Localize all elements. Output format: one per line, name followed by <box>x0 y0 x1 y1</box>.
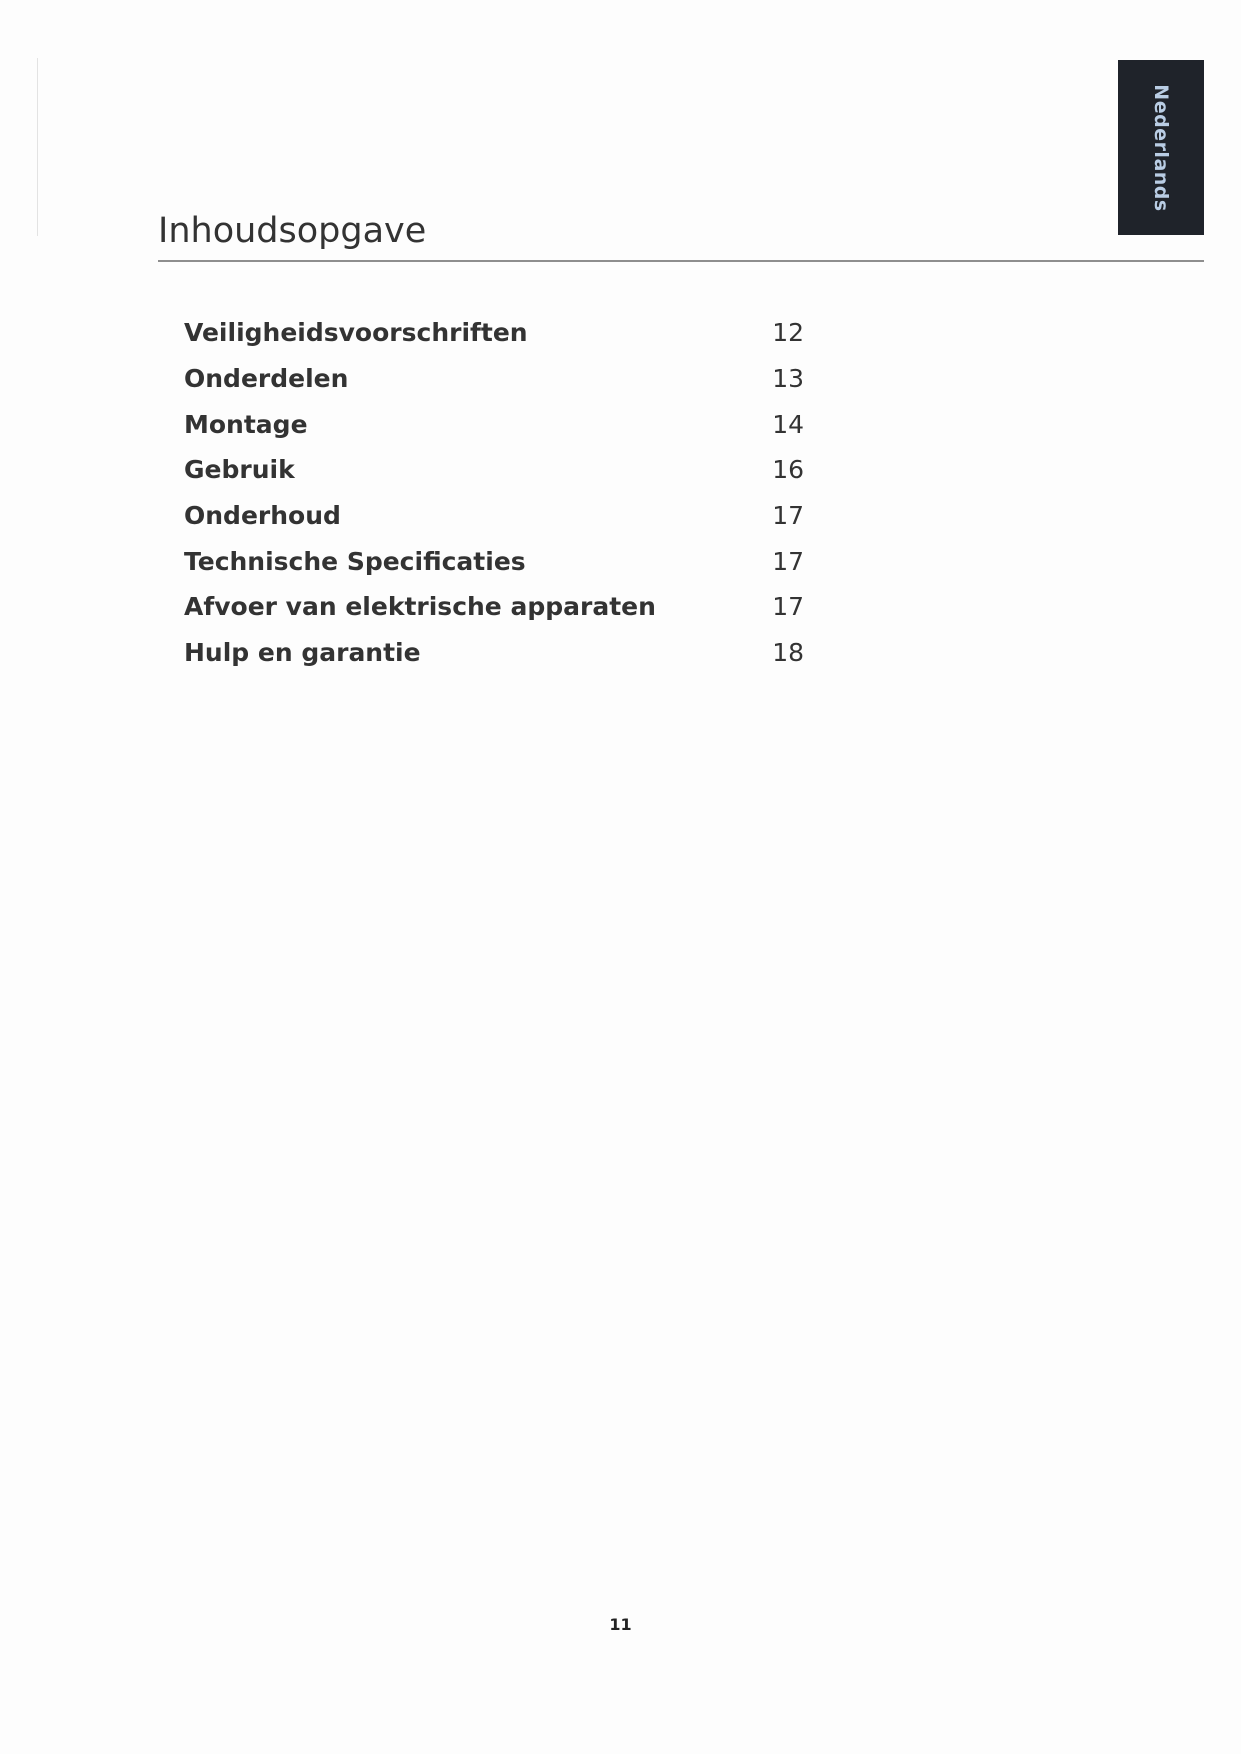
left-margin-rule <box>37 58 38 236</box>
toc-row <box>184 538 804 584</box>
toc-row <box>184 401 804 447</box>
toc-entry-label: Technische Specificaties <box>184 546 526 576</box>
toc-row <box>184 630 804 676</box>
toc-row <box>184 584 804 630</box>
language-tab <box>1118 60 1204 235</box>
toc-row <box>184 493 804 539</box>
toc-entry-page: 17 <box>772 501 804 531</box>
toc-entry-page: 17 <box>772 592 804 622</box>
table-of-contents <box>184 310 804 676</box>
toc-entry-label: Afvoer van elektrische apparaten <box>184 592 656 622</box>
language-tab-label: Nederlands <box>1150 83 1172 212</box>
toc-entry-label: Veiligheidsvoorschriften <box>184 318 528 348</box>
toc-entry-page: 17 <box>772 546 804 576</box>
title-divider <box>158 260 1204 262</box>
toc-entry-label: Onderhoud <box>184 501 341 531</box>
toc-entry-page: 12 <box>772 318 804 348</box>
toc-entry-page: 13 <box>772 364 804 394</box>
toc-entry-label: Montage <box>184 409 308 439</box>
toc-entry-label: Hulp en garantie <box>184 638 421 668</box>
toc-row <box>184 447 804 493</box>
page-title: Inhoudsopgave <box>158 211 427 251</box>
toc-entry-page: 14 <box>772 409 804 439</box>
toc-entry-page: 16 <box>772 455 804 485</box>
toc-row <box>184 310 804 356</box>
toc-entry-label: Gebruik <box>184 455 295 485</box>
page-number: 11 <box>609 1615 632 1634</box>
toc-row <box>184 356 804 402</box>
toc-entry-page: 18 <box>772 638 804 668</box>
toc-entry-label: Onderdelen <box>184 364 349 394</box>
